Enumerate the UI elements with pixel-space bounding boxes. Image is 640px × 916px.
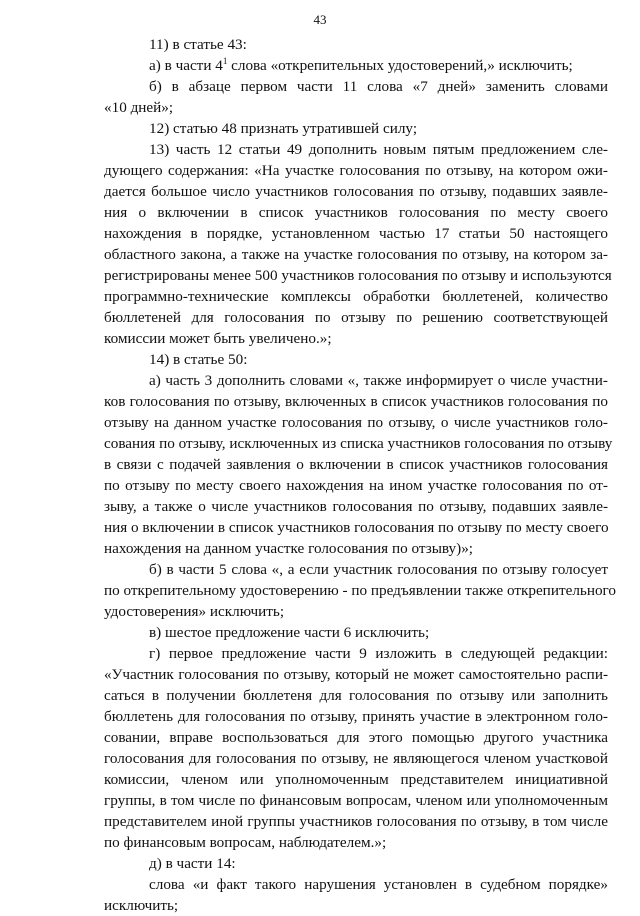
text-line: 14) в статье 50: [149,351,248,368]
text-line: д) в части 14: [149,855,236,872]
text-line: а) часть 3 дополнить словами «, также информирует о числе участни- [149,372,608,389]
text-line: бюллетень для голосования по отзыву, принять участие в электронном голо- [104,708,608,725]
text-line: комиссии, членом или уполномоченным представителем инициативной [104,771,608,788]
text-line [104,55,608,76]
superscript: 1 [222,56,228,66]
text-line: в) шестое предложение части 6 исключить; [149,624,430,641]
text-line: «10 дней»; [104,99,174,116]
text-line: 12) статью 48 признать утратившей силу; [149,120,418,137]
text-line: исключить; [104,897,179,914]
text-line: 13) часть 12 статьи 49 дополнить новым пятым предложением сле- [149,141,608,158]
text-line: зыву, а также о числе участников голосования по отзыву, подавших заявле- [104,498,608,515]
text-line: бюллетеней для голосования по отзыву по решению соответствующей [104,309,608,326]
text-line: представителем иной группы участников голосования по отзыву, в том числе [104,813,608,830]
text-line: комиссии может быть увеличено.»; [104,330,332,347]
text-line: ния о включении в список участников голосования по отзыву по месту своего [104,519,609,536]
text-line: голосования для голосования по отзыву, не являющегося членом участковой [104,750,608,767]
text-line: саться в получении бюллетеня для голосования по отзыву или заполнить [104,687,608,704]
text-line: отзыву на данном участке голосования по отзыву, о числе участников голо- [104,414,608,431]
text-line: нахождения в порядке, установленном частью 17 статьи 50 настоящего [104,225,608,242]
page-number: 43 [313,12,327,27]
text-fragment: а) в части 4 [149,57,223,74]
text-line: б) в части 5 слова «, а если участник голосования по отзыву голосует [149,561,608,578]
text-line: г) первое предложение части 9 изложить в следующей редакции: [149,645,608,662]
text-line: ков голосования по отзыву, включенных в список участников голосования по [104,393,608,410]
text-line: по отзыву по месту своего нахождения на ином участке голосования по от- [104,477,608,494]
text-line: группы, в том числе по финансовым вопросам, членом или уполномоченным [104,792,608,809]
text-line: дующего содержания: «На участке голосования по отзыву, на котором ожи- [104,162,608,179]
text-line: нахождения на данном участке голосования по отзыву)»; [104,540,474,557]
text-line: ния о включении в список участников голосования по месту своего [104,204,608,221]
document-body [104,34,616,916]
text-line: совании, вправе воспользоваться для этого помощью другого участника [104,729,608,746]
text-line: 11) в статье 43: [149,36,247,53]
text-line: программно-технические комплексы обработки бюллетеней, количество [104,288,608,305]
text-line: областного закона, а также на участке голосования по отзыву, на котором за- [104,246,608,263]
text-line: в связи с подачей заявления о включении в список участников голосования [104,456,608,473]
text-line: по финансовым вопросам, наблюдателем.»; [104,834,387,851]
text-line: регистрированы менее 500 участников голосования по отзыву и используются [104,267,612,284]
text-line: удостоверения» исключить; [104,603,285,620]
text-line: б) в абзаце первом части 11 слова «7 дней» заменить словами [149,78,608,95]
text-line: слова «и факт такого нарушения установлен в судебном порядке» [149,876,608,893]
text-line: по открепительному удостоверению - по предъявлении также открепительного [104,582,616,599]
text-line: сования по отзыву, исключенных из списка участников голосования по отзыву [104,435,613,452]
text-fragment: слова «открепительных удостоверений,» исключить; [231,57,573,74]
text-line: дается большое число участников голосования по отзыву, подавших заявле- [104,183,608,200]
text-line: «Участник голосования по отзыву, который не может самостоятельно распи- [104,666,608,683]
